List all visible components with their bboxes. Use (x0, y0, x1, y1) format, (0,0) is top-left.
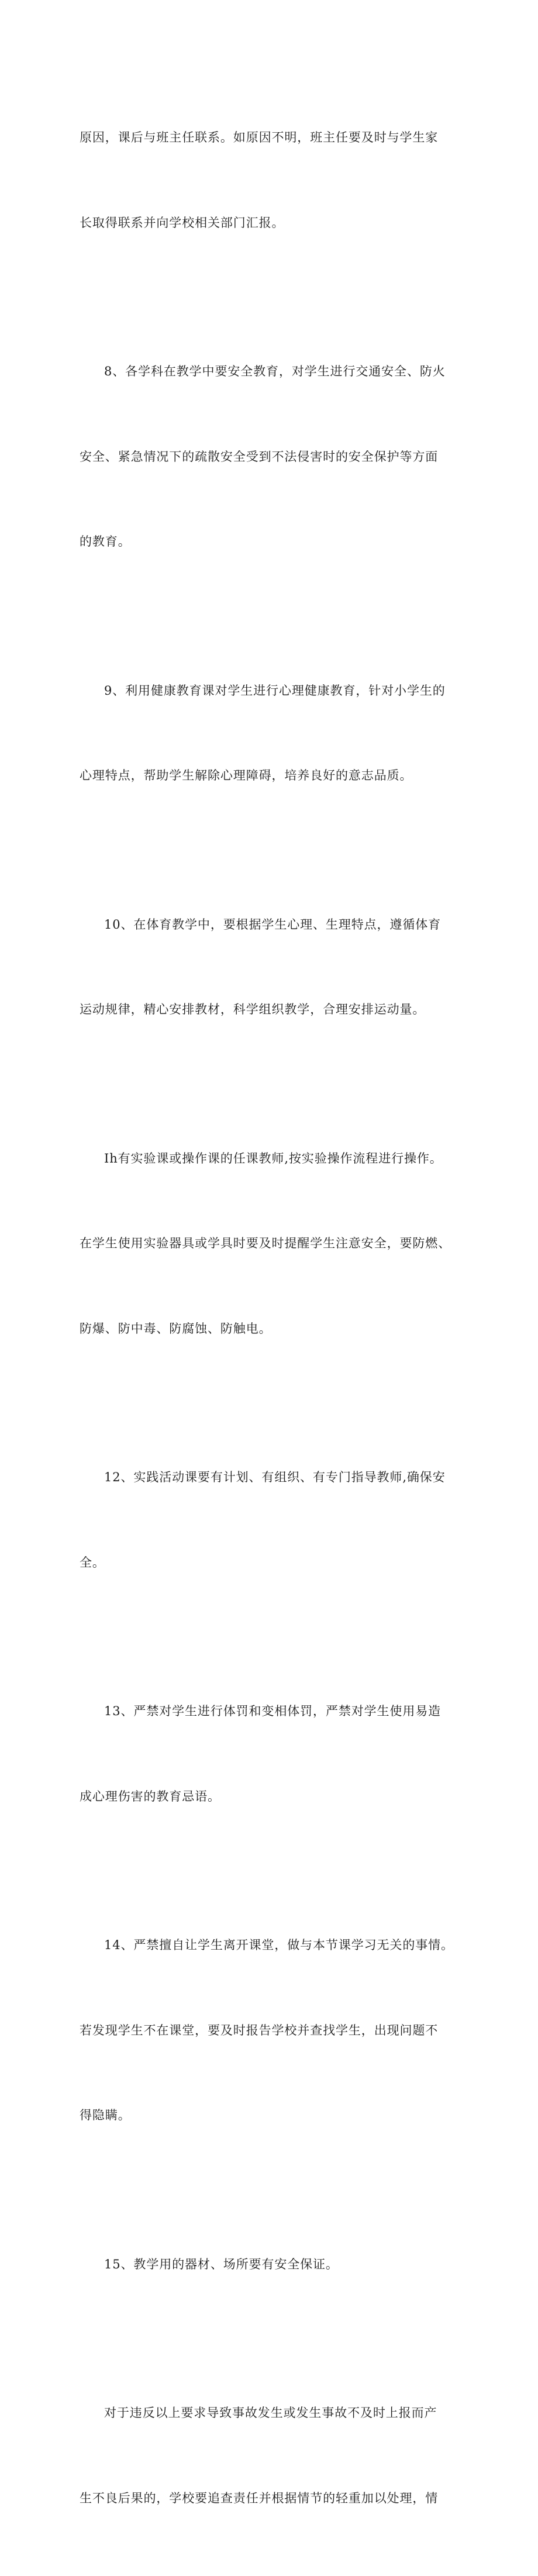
text-line: 成心理伤害的教育忌语。 (80, 1789, 220, 1803)
text-line: 14、严禁擅自让学生离开课堂，做与本节课学习无关的事情。 (104, 1938, 454, 1952)
paragraph-item-12 (80, 1406, 465, 1633)
paragraph-item-14 (80, 1874, 465, 2187)
paragraph-item-9 (80, 620, 465, 847)
text-line: 运动规律，精心安排教材，科学组织教学，合理安排运动量。 (80, 1002, 426, 1016)
paragraph-item-15 (80, 2194, 465, 2336)
text-line: 15、教学用的器材、场所要有安全保证。 (104, 2257, 339, 2271)
text-line: 安全、紧急情况下的疏散安全受到不法侵害时的安全保护等方面 (80, 449, 439, 464)
text-line: 10、在体育教学中，要根据学生心理、生理特点，遵循体育 (104, 917, 442, 932)
document-body (80, 67, 465, 2576)
paragraph-item-11 (80, 1088, 465, 1400)
text-line: 全。 (80, 1555, 105, 1570)
text-line: 得隐瞒。 (80, 2108, 131, 2122)
text-line: 13、严禁对学生进行体罚和变相体罚，严禁对学生使用易造 (104, 1704, 442, 1718)
paragraph-continuation (80, 67, 465, 294)
paragraph-item-13 (80, 1640, 465, 1867)
text-line: 12、实践活动课要有计划、有组织、有专门指导教师,确保安 (104, 1470, 446, 1484)
paragraph-item-10 (80, 854, 465, 1081)
text-line: 长取得联系并向学校相关部门汇报。 (80, 215, 285, 230)
text-line: 心理特点，帮助学生解除心理障碍，培养良好的意志品质。 (80, 768, 413, 782)
text-line: 生不良后果的，学校要追查责任并根据情节的轻重加以处理，情 (80, 2491, 439, 2505)
text-line: 原因，课后与班主任联系。如原因不明，班主任要及时与学生家 (80, 130, 439, 144)
text-line: 9、利用健康教育课对学生进行心理健康教育，针对小学生的 (104, 683, 446, 698)
text-line: Ih有实验课或操作课的任课教师,按实验操作流程进行操作。 (104, 1151, 443, 1165)
text-line: 的教育。 (80, 534, 131, 549)
text-line: 在学生使用实验器具或学具时要及时提醒学生注意安全，要防燃、 (80, 1236, 451, 1250)
text-line: 8、各学科在教学中要安全教育，对学生进行交通安全、防火 (104, 364, 446, 378)
text-line: 若发现学生不在课堂，要及时报告学校并查找学生，出现问题不 (80, 2023, 439, 2037)
paragraph-item-8 (80, 301, 465, 613)
paragraph-conclusion (80, 2342, 465, 2569)
text-line: 对于违反以上要求导致事故发生或发生事故不及时上报而产 (104, 2406, 437, 2420)
text-line: 防爆、防中毒、防腐蚀、防触电。 (80, 1321, 272, 1336)
